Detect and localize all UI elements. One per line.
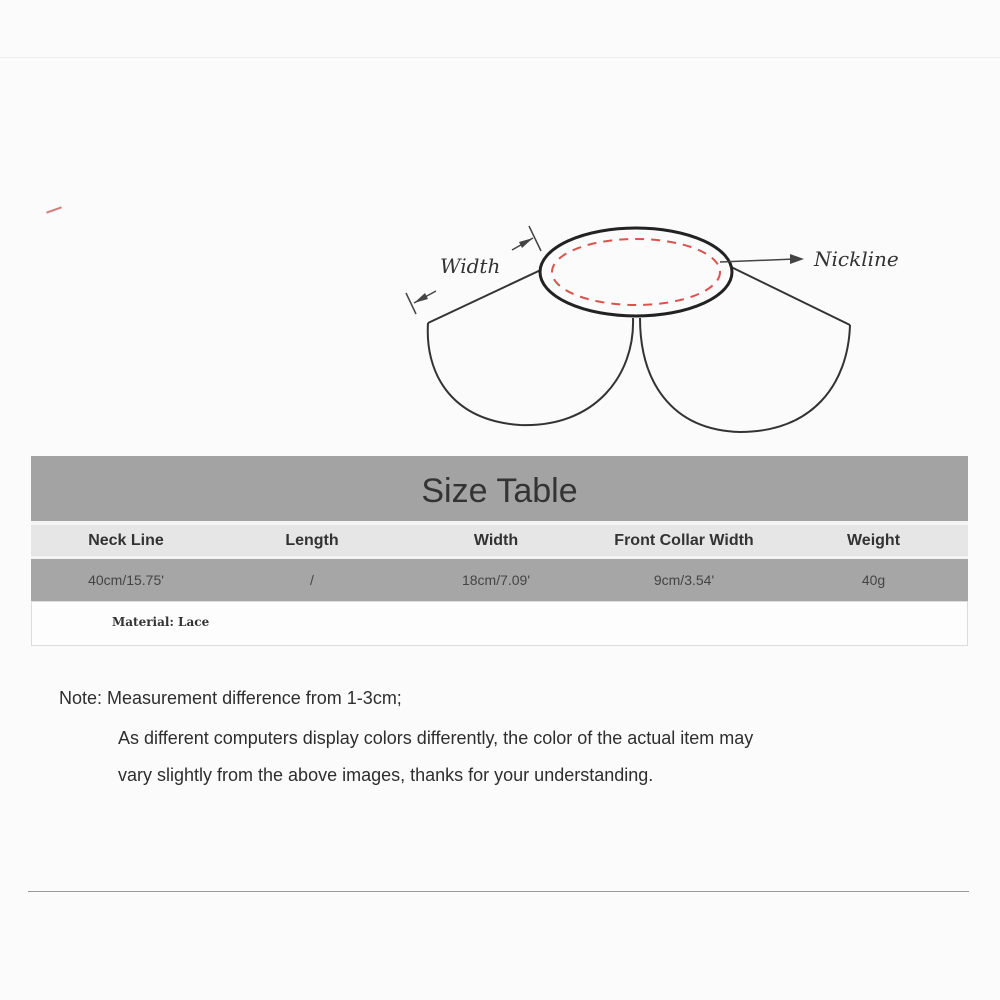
value-length: / (310, 572, 314, 588)
note-line-3: vary slightly from the above images, thanks for your understanding. (118, 765, 654, 785)
value-neck-line: 40cm/15.75' (88, 572, 164, 588)
collar-diagram (0, 0, 1000, 460)
note-line-1: Note: Measurement difference from 1-3cm; (59, 688, 402, 708)
value-width: 18cm/7.09' (461, 572, 531, 588)
width-label: Width (440, 254, 501, 278)
header-length: Length (285, 531, 339, 549)
size-table-title: Size Table (31, 456, 968, 521)
left-collar-flap (428, 318, 633, 425)
material-row: Material: Lace (31, 601, 968, 646)
header-weight: Weight (846, 531, 901, 549)
neckline-label: Nickline (814, 247, 899, 271)
neckline-ellipse (540, 228, 732, 316)
neckline-pointer-arrow (720, 254, 804, 264)
stray-dot (184, 820, 196, 823)
bottom-divider (28, 891, 969, 892)
note-line-2: As different computers display colors differently, the color of the actual item may (118, 728, 754, 748)
header-width: Width (473, 531, 519, 549)
header-front-collar-width: Front Collar Width (614, 531, 754, 549)
right-shoulder-line (727, 265, 850, 325)
value-weight: 40g (861, 572, 886, 588)
right-collar-flap (640, 318, 850, 432)
size-table-values-row (31, 556, 968, 601)
size-table (31, 456, 968, 646)
size-table-header-row (31, 521, 968, 556)
value-front-collar-width: 9cm/3.54' (653, 572, 715, 588)
header-neck-line: Neck Line (88, 531, 164, 549)
